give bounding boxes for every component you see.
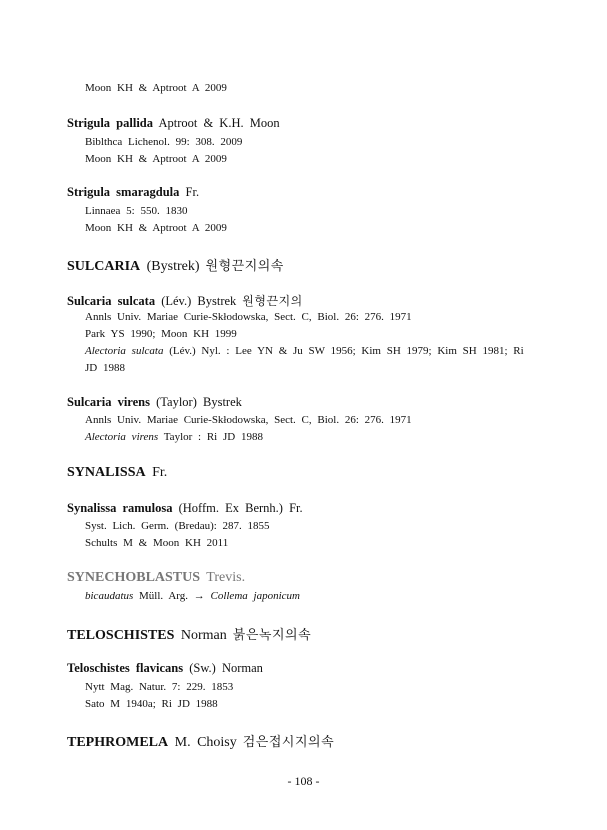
korean-name: 붉은녹지의속 bbox=[232, 628, 312, 643]
species-author: (Lév.) Bystrek bbox=[161, 294, 237, 308]
genus-name: TELOSCHISTES bbox=[67, 628, 175, 643]
genus-heading bbox=[67, 624, 311, 644]
korean-name: 원형끈지의속 bbox=[205, 259, 284, 274]
korean-name: 원형끈지의 bbox=[242, 294, 303, 308]
species-author: (Taylor) Bystrek bbox=[156, 395, 242, 409]
species-name: Strigula smaragdula bbox=[67, 185, 180, 199]
korean-name: 검은접시지의속 bbox=[242, 735, 335, 750]
species-entry bbox=[67, 395, 242, 410]
reference-line: Syst. Lich. Germ. (Bredau): 287. 1855 bbox=[85, 520, 270, 532]
transfer-target: Collema japonicum bbox=[210, 590, 300, 602]
reference-line: Annls Univ. Mariae Curie-Skłodowska, Sect. C, Biol. 26: 276. 1971 bbox=[85, 414, 412, 426]
species-entry bbox=[67, 116, 280, 131]
genus-heading bbox=[67, 465, 167, 481]
genus-author: Fr. bbox=[152, 465, 168, 480]
species-name: Teloschistes flavicans bbox=[67, 661, 184, 675]
reference-line: Linnaea 5: 550. 1830 bbox=[85, 205, 188, 217]
epithet: bicaudatus bbox=[85, 590, 134, 602]
synonym-line: Alectoria sulcata (Lév.) Nyl. : Lee YN & Ju SW 1956; Kim SH 1979; Kim SH 1981; Ri bbox=[85, 345, 524, 357]
page-number: - 108 - bbox=[287, 774, 320, 788]
species-author: Aptroot & K.H. Moon bbox=[158, 116, 280, 130]
species-entry bbox=[67, 292, 303, 309]
species-name: Strigula pallida bbox=[67, 116, 154, 130]
reference-line: Park YS 1990; Moon KH 1999 bbox=[85, 328, 237, 340]
genus-name: SYNALISSA bbox=[67, 465, 146, 480]
species-entry bbox=[67, 185, 199, 200]
genus-name: SYNECHOBLASTUS bbox=[67, 570, 201, 585]
genus-name: TEPHROMELA bbox=[67, 735, 169, 750]
species-author: (Hoffm. Ex Bernh.) Fr. bbox=[178, 501, 303, 515]
synonym-line: Alectoria virens Taylor : Ri JD 1988 bbox=[85, 431, 263, 443]
genus-author: (Bystrek) bbox=[146, 259, 200, 274]
species-author: (Sw.) Norman bbox=[189, 661, 263, 675]
reference-line: JD 1988 bbox=[85, 362, 125, 374]
reference-line: Moon KH & Aptroot A 2009 bbox=[85, 82, 227, 94]
reference-line: Moon KH & Aptroot A 2009 bbox=[85, 222, 227, 234]
genus-author: Trevis. bbox=[206, 570, 246, 585]
arrow-icon: → bbox=[193, 590, 205, 602]
transfer-line bbox=[85, 590, 300, 602]
reference-line: Biblthca Lichenol. 99: 308. 2009 bbox=[85, 136, 243, 148]
genus-heading bbox=[67, 255, 284, 275]
genus-heading-grey bbox=[67, 570, 245, 586]
reference-line: Annls Univ. Mariae Curie-Skłodowska, Sect. C, Biol. 26: 276. 1971 bbox=[85, 311, 412, 323]
genus-heading bbox=[67, 731, 334, 751]
reference-line: Sato M 1940a; Ri JD 1988 bbox=[85, 698, 218, 710]
genus-name: SULCARIA bbox=[67, 259, 141, 274]
genus-author: Norman bbox=[180, 628, 227, 643]
synonym-name: Alectoria sulcata bbox=[85, 345, 164, 357]
reference-line: Schults M & Moon KH 2011 bbox=[85, 537, 229, 549]
species-entry bbox=[67, 661, 263, 676]
species-author: Fr. bbox=[185, 185, 200, 199]
species-name: Sulcaria sulcata bbox=[67, 294, 156, 308]
reference-line: Moon KH & Aptroot A 2009 bbox=[85, 153, 227, 165]
genus-author: M. Choisy bbox=[174, 735, 237, 750]
species-entry bbox=[67, 501, 303, 516]
species-name: Sulcaria virens bbox=[67, 395, 150, 409]
species-name: Synalissa ramulosa bbox=[67, 501, 173, 515]
epithet-author: Müll. Arg. bbox=[139, 590, 188, 602]
reference-line: Nytt Mag. Natur. 7: 229. 1853 bbox=[85, 681, 234, 693]
synonym-name: Alectoria virens bbox=[85, 431, 159, 443]
